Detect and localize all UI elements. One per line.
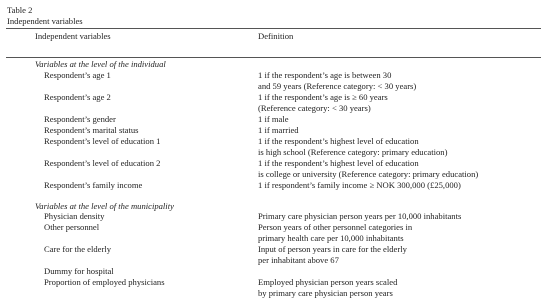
variable-name: Other personnel (44, 222, 100, 232)
variable-definition: and 59 years (Reference category: < 30 years) (258, 81, 417, 91)
variable-name: Proportion of employed physicians (44, 277, 165, 287)
variable-definition: Employed physician person years scaled (258, 277, 398, 287)
variable-name: Respondent’s family income (44, 180, 143, 190)
table-caption: Independent variables (7, 16, 83, 26)
variable-name: Care for the elderly (44, 244, 112, 254)
variable-definition: 1 if the respondent’s age is ≥ 60 years (258, 92, 388, 102)
variable-definition: 1 if the respondent’s highest level of education (258, 158, 419, 168)
variable-definition: 1 if respondent’s family income ≥ NOK 300,000 (£25,000) (258, 180, 461, 190)
column-header-definition: Definition (258, 31, 294, 41)
header-rule (6, 57, 541, 58)
variable-definition: 1 if married (258, 125, 299, 135)
variable-name: Respondent’s age 1 (44, 70, 111, 80)
variable-definition: Input of person years in care for the elderly (258, 244, 407, 254)
variable-name: Respondent’s level of education 1 (44, 136, 161, 146)
variable-definition: is high school (Reference category: primary education) (258, 147, 448, 157)
variable-definition: 1 if male (258, 114, 289, 124)
section-header-municipality: Variables at the level of the municipality (35, 201, 174, 211)
variable-name: Respondent’s marital status (44, 125, 139, 135)
variable-definition: Person years of other personnel categories in (258, 222, 413, 232)
variable-definition: per inhabitant above 67 (258, 255, 339, 265)
variable-definition: 1 if the respondent’s highest level of education (258, 136, 419, 146)
variable-name: Physician density (44, 211, 105, 221)
variable-definition: (Reference category: < 30 years) (258, 103, 371, 113)
variable-name: Respondent’s age 2 (44, 92, 111, 102)
variable-name: Respondent’s level of education 2 (44, 158, 161, 168)
variable-definition: is college or university (Reference category: primary education) (258, 169, 479, 179)
variable-name: Dummy for hospital (44, 266, 114, 276)
column-header-variable: Independent variables (35, 31, 111, 41)
section-header-individual: Variables at the level of the individual (35, 59, 166, 69)
variable-name: Respondent’s gender (44, 114, 116, 124)
top-rule (6, 28, 541, 29)
table-number: Table 2 (7, 5, 33, 15)
variable-definition: Primary care physician person years per 10,000 inhabitants (258, 211, 462, 221)
variable-definition: 1 if the respondent’s age is between 30 (258, 70, 392, 80)
variable-definition: by primary care physician person years (258, 288, 393, 298)
variable-definition: primary health care per 10,000 inhabitants (258, 233, 404, 243)
